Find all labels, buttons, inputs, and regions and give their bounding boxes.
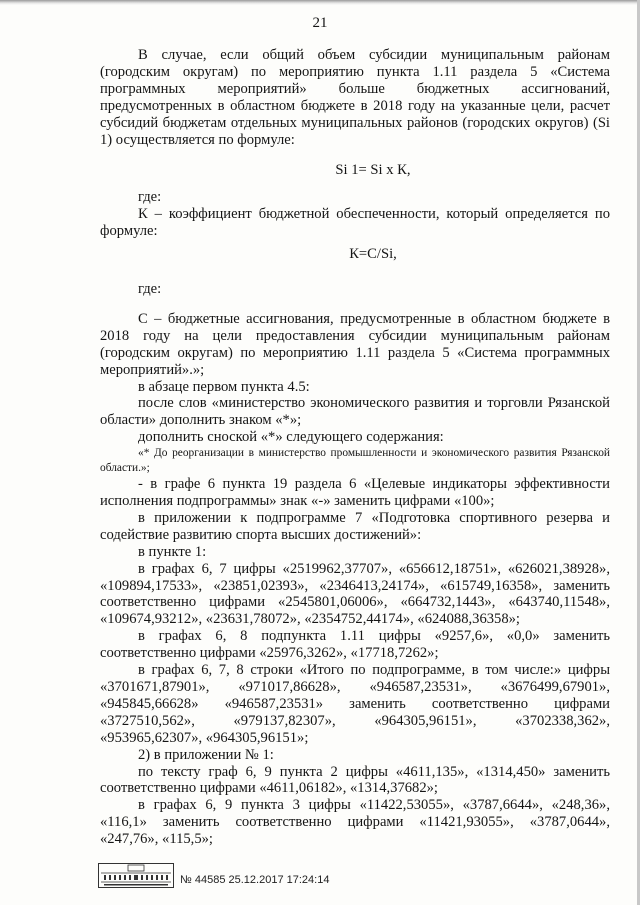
- paragraph-add-asterisk: после слов «министерство экономического развития и торговли Рязанской области» дополнить знаком «*»;: [100, 395, 610, 429]
- body-text: [100, 47, 610, 848]
- paragraph-columns-6-8: в графах 6, 8 подпункта 1.11 цифры «9257,6», «0,0» заменить соответственно цифрами «25976,3262», «17718,7262»;: [100, 628, 610, 662]
- paragraph-c-definition: С – бюджетные ассигнования, предусмотренные в областном бюджете в 2018 году на цели предоставления субсидии муниципальным районам (городским округам) по мероприятию 1.11 раздела 5 «Система программных мероприятий».»;: [100, 310, 610, 378]
- paragraph-footnote-intro: дополнить сноской «*» следующего содержания:: [138, 429, 444, 446]
- scan-top-edge: [0, 0, 640, 5]
- paragraph-in-point-1: в пункте 1:: [138, 543, 207, 560]
- formula-si1: Si 1= Si x К,: [335, 162, 411, 179]
- registry-stamp-logo: [98, 863, 174, 888]
- paragraph-coefficient-definition: К – коэффициент бюджетной обеспеченности, который определяется по формуле:: [100, 206, 610, 240]
- registry-stamp-text: [180, 872, 329, 889]
- document-number: № 44585: [180, 874, 226, 886]
- paragraph-where-1: где:: [138, 189, 162, 206]
- paragraph-point-2: по тексту граф 6, 9 пункта 2 цифры «4611,135», «1314,450» заменить соответственно цифрами «4611,06182», «1314,37682»;: [100, 763, 610, 797]
- document-datetime: 25.12.2017 17:24:14: [228, 874, 330, 886]
- page-number: 21: [312, 15, 328, 31]
- paragraph-point-4-5: в абзаце первом пункта 4.5:: [138, 378, 310, 395]
- paragraph-columns-6-7: в графах 6, 7 цифры «2519962,37707», «656612,18751», «626021,38928», «109894,17533», «23851,02393», «2346413,24174», «615749,16358», заменить соответственно цифрами «2545801,06006», «664732,1443», «643740,11548», «109674,93212», «23631,78072», «2354752,44174», «624088,36358»;: [100, 560, 610, 628]
- paragraph-appendix-subprogram-7: в приложении к подпрограмме 7 «Подготовка спортивного резерва и содействие развитию спорта высших достижений»:: [100, 509, 610, 543]
- formula-k: К=С/Si,: [349, 246, 397, 263]
- paragraph-where-2: где:: [138, 280, 162, 297]
- paragraph-point-3: в графах 6, 9 пункта 3 цифры «11422,53055», «3787,6644», «248,36», «116,1» заменить соответственно цифрами «11421,93055», «3787,0644», «247,76», «115,5»;: [100, 797, 610, 848]
- paragraph-appendix-1: 2) в приложении № 1:: [138, 746, 274, 763]
- paragraph-columns-6-7-8-total: в графах 6, 7, 8 строки «Итого по подпрограмме, в том числе:» цифры «3701671,87901», «971017,86628», «946587,23531», «3676499,67901», «945845,66628» «946587,23531» заменить соответственно цифрами «3727510,562», «979137,82307», «964305,96151», «3702338,362», «953965,62307», «964305,96151»;: [100, 662, 610, 746]
- paragraph-subsidy-condition: В случае, если общий объем субсидии муниципальным районам (городским округам) по мероприятию пункта 1.11 раздела 5 «Система программных мероприятий» больше бюджетных ассигнований, предусмотренных в областном бюджете в 2018 году на указанные цели, расчет субсидий бюджетам отдельных муниципальных районов (городских округов) (Si 1) осуществляется по формуле:: [100, 47, 610, 148]
- paragraph-column-6-point-19: - в графе 6 пункта 19 раздела 6 «Целевые индикаторы эффективности исполнения подпрограммы» знак «-» заменить цифрами «100»;: [100, 476, 610, 510]
- paragraph-footnote-text: «* До реорганизации в министерство промышленности и экономического развития Рязанской области.»;: [100, 447, 610, 475]
